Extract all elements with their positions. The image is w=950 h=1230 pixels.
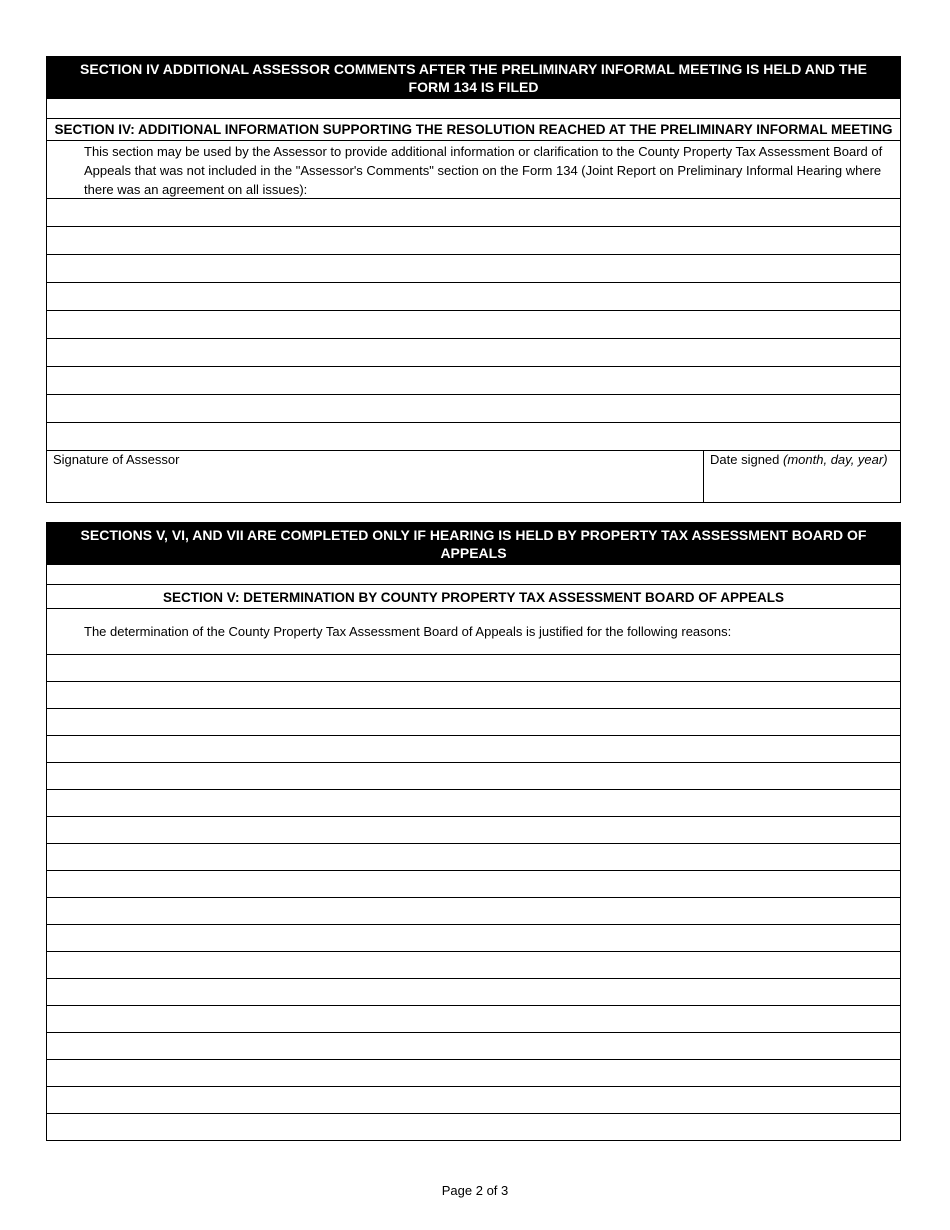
blank-line[interactable] <box>47 978 900 1005</box>
section-5-reason-lines <box>47 654 900 1140</box>
blank-line[interactable] <box>47 924 900 951</box>
blank-line[interactable] <box>47 198 900 226</box>
blank-line[interactable] <box>47 1005 900 1032</box>
blank-line[interactable] <box>47 226 900 254</box>
page-number: Page 2 of 3 <box>441 1183 509 1198</box>
date-signed-hint: (month, day, year) <box>783 452 888 467</box>
section-5-form <box>46 565 901 1141</box>
section-5-banner: SECTIONS V, VI, AND VII ARE COMPLETED ONLY IF HEARING IS HELD BY PROPERTY TAX ASSESSMENT BOARD OF APPEALS <box>46 522 901 565</box>
blank-line[interactable] <box>47 843 900 870</box>
blank-line[interactable] <box>47 310 900 338</box>
signature-row <box>47 450 900 502</box>
blank-line[interactable] <box>47 951 900 978</box>
spacer-row <box>47 99 900 118</box>
signature-field[interactable] <box>47 451 704 502</box>
blank-line[interactable] <box>47 708 900 735</box>
section-5 <box>46 522 901 1141</box>
blank-line[interactable] <box>47 1113 900 1140</box>
section-4-intro: This section may be used by the Assessor to provide additional information or clarification to the County Property Tax Assessment Board of Appeals that was not included in the "Assessor's Comments" section on the Form 134 (Joint Report on Preliminary Informal Hearing where there was an agreement on all issues): <box>47 140 900 198</box>
blank-line[interactable] <box>47 654 900 681</box>
date-signed-field[interactable] <box>704 451 900 502</box>
blank-line[interactable] <box>47 422 900 450</box>
blank-line[interactable] <box>47 254 900 282</box>
section-4-title: SECTION IV: ADDITIONAL INFORMATION SUPPORTING THE RESOLUTION REACHED AT THE PRELIMINARY INFORMAL MEETING <box>47 118 900 140</box>
blank-line[interactable] <box>47 870 900 897</box>
blank-line[interactable] <box>47 816 900 843</box>
blank-line[interactable] <box>47 366 900 394</box>
signature-label: Signature of Assessor <box>53 452 180 467</box>
section-4-comment-lines <box>47 198 900 450</box>
blank-line[interactable] <box>47 735 900 762</box>
blank-line[interactable] <box>47 789 900 816</box>
blank-line[interactable] <box>47 1059 900 1086</box>
section-5-intro: The determination of the County Property Tax Assessment Board of Appeals is justified for the following reasons: <box>47 608 900 654</box>
blank-line[interactable] <box>47 394 900 422</box>
date-signed-label: Date signed <box>710 452 780 467</box>
section-4-banner: SECTION IV ADDITIONAL ASSESSOR COMMENTS AFTER THE PRELIMINARY INFORMAL MEETING IS HELD AND THE FORM 134 IS FILED <box>46 56 901 99</box>
blank-line[interactable] <box>47 1086 900 1113</box>
spacer-row <box>47 565 900 584</box>
section-5-title: SECTION V: DETERMINATION BY COUNTY PROPERTY TAX ASSESSMENT BOARD OF APPEALS <box>47 584 900 608</box>
blank-line[interactable] <box>47 681 900 708</box>
blank-line[interactable] <box>47 282 900 310</box>
blank-line[interactable] <box>47 338 900 366</box>
section-4-form <box>46 99 901 503</box>
blank-line[interactable] <box>47 1032 900 1059</box>
blank-line[interactable] <box>47 897 900 924</box>
section-4 <box>46 56 901 503</box>
blank-line[interactable] <box>47 762 900 789</box>
